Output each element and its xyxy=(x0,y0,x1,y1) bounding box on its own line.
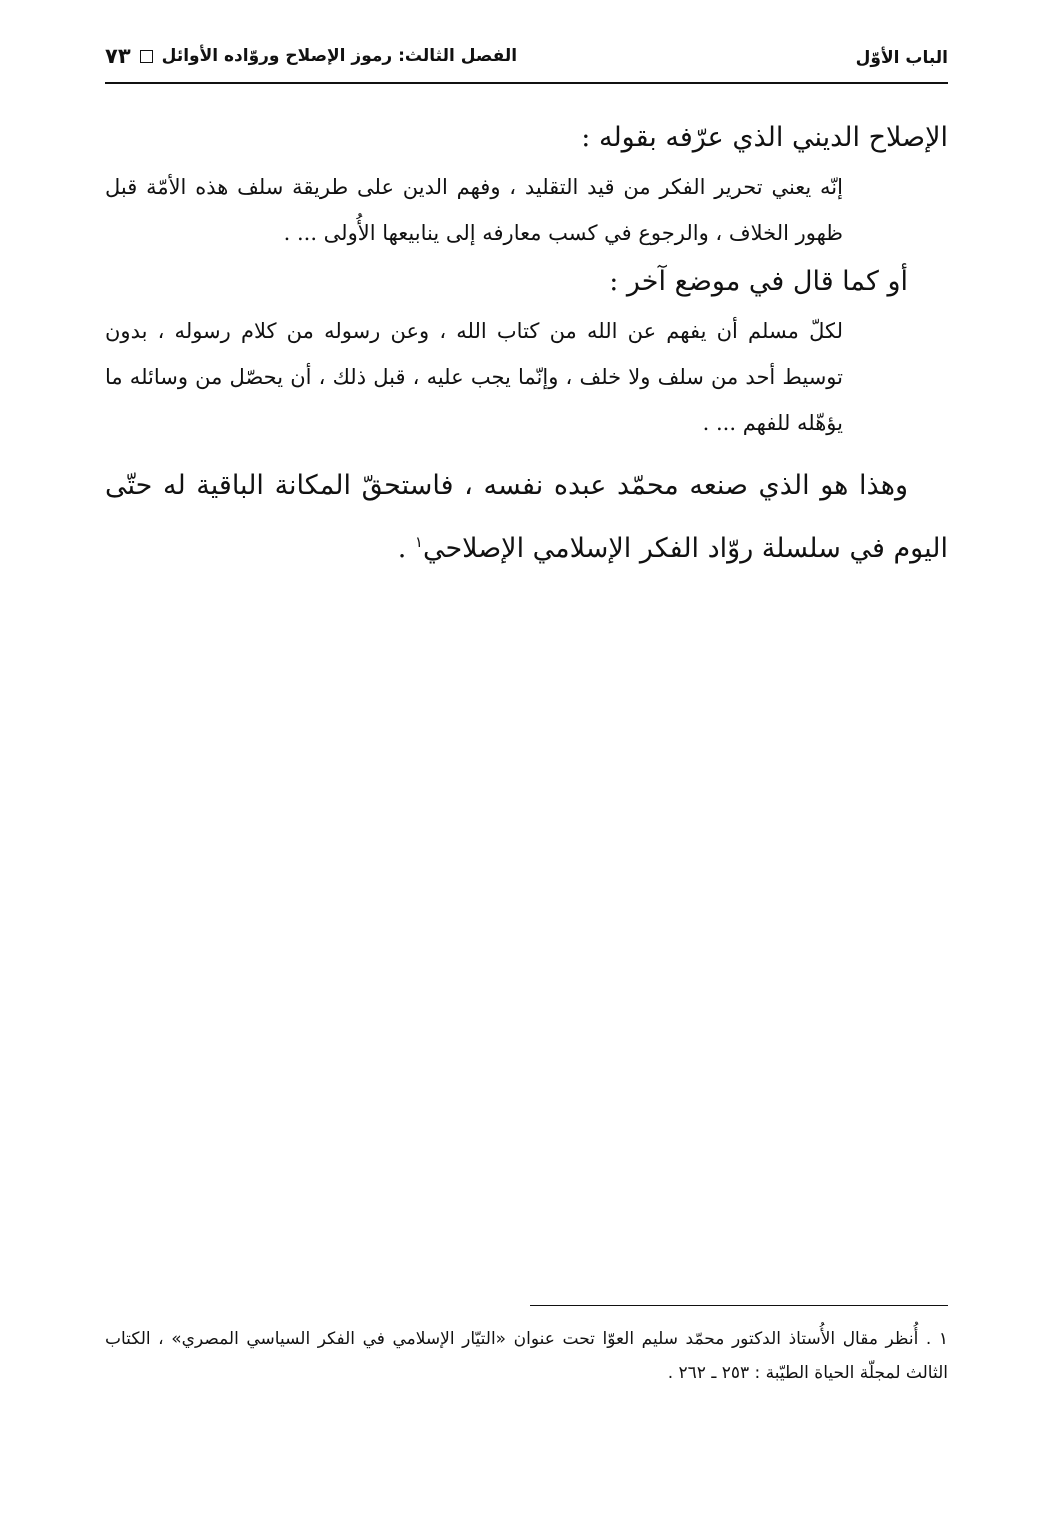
footnote-marker: ١ xyxy=(414,533,423,551)
intro-line-1: الإصلاح الديني الذي عرّفه بقوله : xyxy=(581,122,948,153)
chapter-header-group xyxy=(105,44,517,68)
quote-block-1: إنّه يعني تحرير الفكر من قيد التقليد ، وفهم الدين على طريقة سلف هذه الأمّة قبل ظهور الخلاف ، والرجوع في كسب معارفه إلى ينابيعها الأُولى ... . xyxy=(105,175,843,245)
running-header xyxy=(105,40,948,80)
main-paragraph-text: وهذا هو الذي صنعه محمّد عبده نفسه ، فاستحقّ المكانة الباقية له حتّى اليوم في سلسلة روّاد الفكر الإسلامي الإصلاحي xyxy=(105,470,948,564)
header-rule xyxy=(105,82,948,84)
chapter-title: الفصل الثالث: رموز الإصلاح وروّاده الأوائل xyxy=(161,46,518,66)
footnote-text: أُنظر مقال الأُستاذ الدكتور محمّد سليم العوّا تحت عنوان «التيّار الإسلامي في الفكر السياسي المصري» ، الكتاب الثالث لمجلّة الحياة الطيّبة : ٢٥٣ ـ ٢٦٢ . xyxy=(105,1329,948,1383)
main-paragraph xyxy=(105,458,948,577)
quote-block-2: لكلّ مسلم أن يفهم عن الله من كتاب الله ، وعن رسوله من كلام رسوله ، بدون توسيط أحد من سلف ولا خلف ، وإنّما يجب عليه ، قبل ذلك ، أن يحصّل من وسائله ما يؤهّله للفهم ... . xyxy=(105,319,843,435)
square-separator-icon xyxy=(140,50,153,63)
footnote-number: ١ . xyxy=(925,1329,948,1349)
footnote-item xyxy=(105,1322,948,1390)
main-text xyxy=(105,112,948,577)
intro-line-2: أو كما قال في موضع آخر : xyxy=(609,266,908,297)
main-paragraph-end: . xyxy=(397,533,415,564)
page-number: ٧٣ xyxy=(105,44,131,68)
footnote-rule xyxy=(530,1305,948,1306)
part-label: الباب الأوّل xyxy=(855,48,948,68)
footnotes xyxy=(105,1322,948,1390)
